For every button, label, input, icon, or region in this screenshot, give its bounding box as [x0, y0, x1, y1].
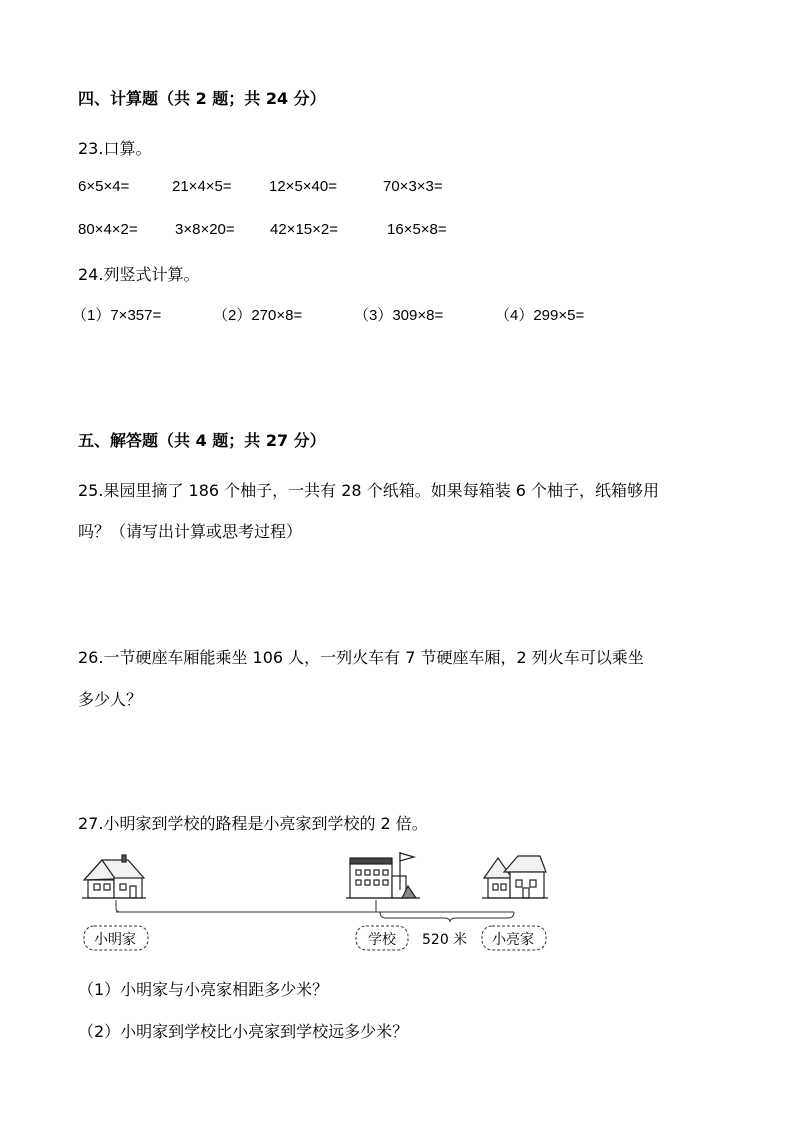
section-5-heading: 五、解答题（共 4 题；共 27 分） — [78, 431, 326, 450]
q25-line-2: 吗？（请写出计算或思考过程） — [78, 522, 303, 541]
label-school: 学校 — [368, 932, 396, 948]
q26-line-1: 26.一节硬座车厢能乘坐 106 人，一列火车有 7 节硬座车厢，2 列火车可以乘坐 — [78, 648, 644, 667]
brace-520 — [380, 912, 514, 922]
q23-expr: 16×5×8= — [387, 221, 447, 238]
brace-left — [116, 900, 120, 912]
label-xiaoming: 小明家 — [94, 932, 136, 948]
xiaoliang-house-icon — [482, 856, 548, 898]
xiaoming-house-icon — [82, 855, 146, 898]
label-distance: 520 米 — [422, 932, 468, 948]
q26-line-2: 多少人？ — [78, 690, 143, 709]
q23-expr: 42×15×2= — [270, 221, 338, 238]
q24-item: （1）7×357= — [72, 307, 162, 324]
q23-expr: 12×5×40= — [269, 178, 337, 195]
q23-expr: 80×4×2= — [78, 221, 138, 238]
q24-item: （3）309×8= — [354, 307, 444, 324]
section-4-heading: 四、计算题（共 2 题；共 24 分） — [78, 89, 326, 108]
q27-sub-2: （2）小明家到学校比小亮家到学校远多少米？ — [78, 1022, 409, 1041]
q23-expr: 3×8×20= — [175, 221, 235, 238]
q23-title: 23.口算。 — [78, 139, 152, 158]
distance-diagram — [80, 850, 560, 960]
q24-title: 24.列竖式计算。 — [78, 265, 200, 284]
q23-expr: 6×5×4= — [78, 178, 130, 195]
q27-sub-1: （1）小明家与小亮家相距多少米？ — [78, 980, 329, 999]
school-building-icon — [346, 852, 420, 898]
q24-item: （4）299×5= — [495, 307, 585, 324]
q23-expr: 70×3×3= — [383, 178, 443, 195]
label-xiaoliang: 小亮家 — [492, 932, 534, 948]
q23-expr: 21×4×5= — [172, 178, 232, 195]
q24-item: （2）270×8= — [213, 307, 303, 324]
q27-title: 27.小明家到学校的路程是小亮家到学校的 2 倍。 — [78, 814, 428, 833]
q25-line-1: 25.果园里摘了 186 个柚子，一共有 28 个纸箱。如果每箱装 6 个柚子，纸箱够用 — [78, 481, 660, 500]
